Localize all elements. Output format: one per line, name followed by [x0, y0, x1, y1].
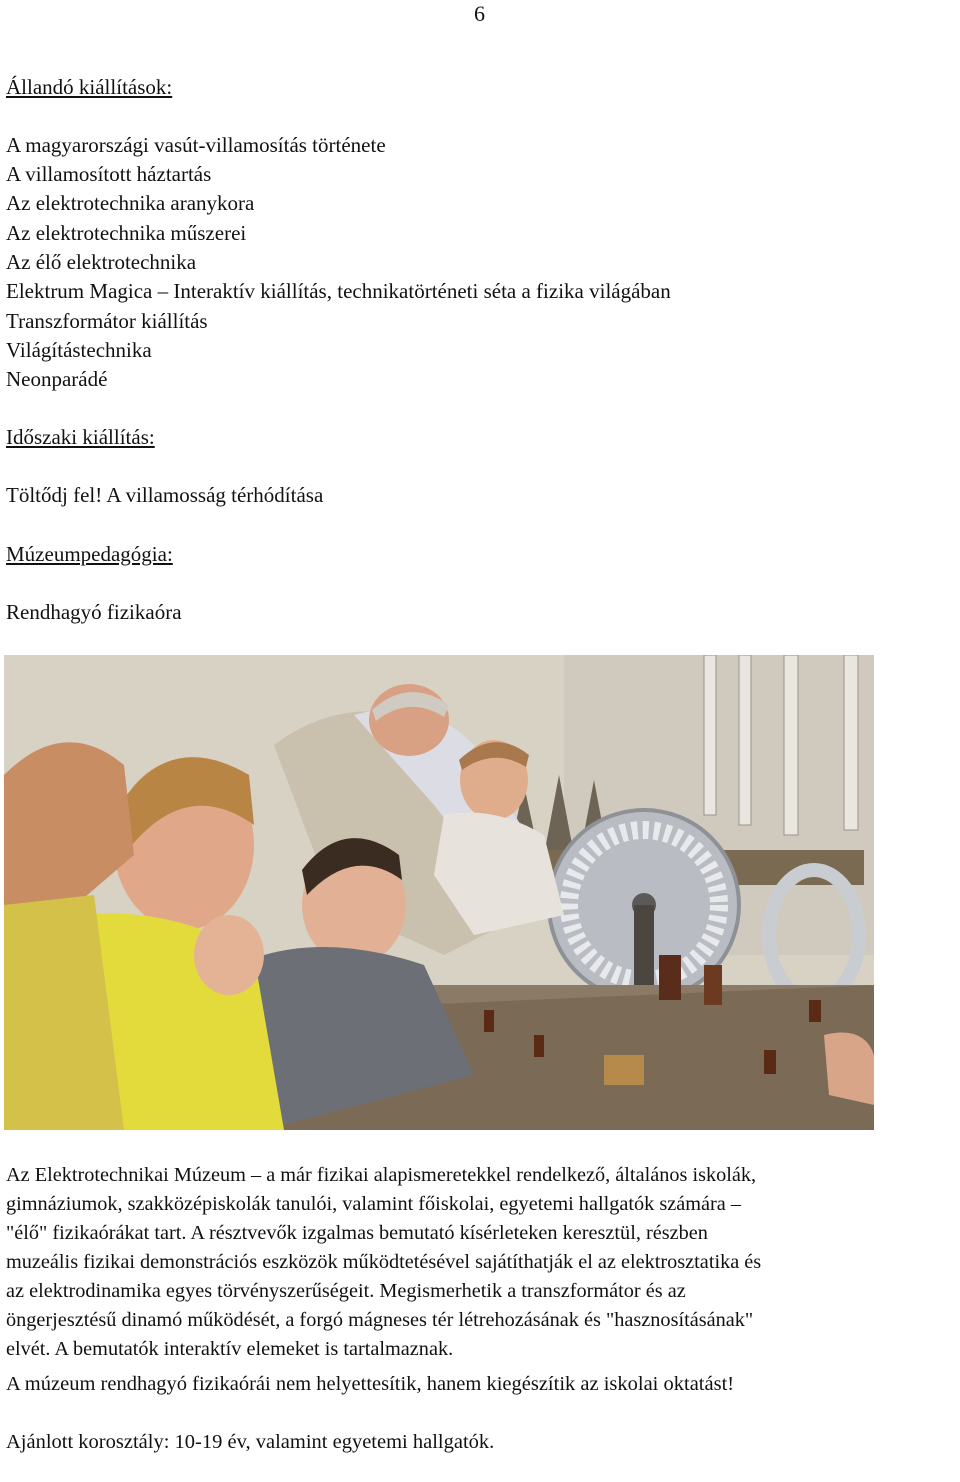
permanent-exhibitions-heading: Állandó kiállítások:: [6, 75, 173, 99]
description-line: "élő" fizikaórákat tart. A résztvevők izgalmas bemutató kísérleteken keresztül, részben: [6, 1222, 708, 1244]
museum-pedagogy-item: Rendhagyó fizikaóra: [6, 600, 182, 624]
classroom-photo: [4, 655, 874, 1130]
permanent-exhibition-item: A magyarországi vasút-villamosítás története: [6, 133, 386, 157]
description-line: gimnáziumok, szakközépiskolák tanulói, valamint főiskolai, egyetemi hallgatók számára –: [6, 1193, 741, 1215]
description-line: Az Elektrotechnikai Múzeum – a már fizikai alapismeretekkel rendelkező, általános iskolák,: [6, 1164, 757, 1186]
permanent-exhibition-item: Világítástechnika: [6, 338, 152, 362]
description-line: az elektrodinamika egyes törvényszerűségeit. Megismerhetik a transzformátor és az: [6, 1280, 686, 1302]
permanent-exhibition-item: Az elektrotechnika műszerei: [6, 221, 247, 245]
description-line: muzeális fizikai demonstrációs eszközök működtetésével sajátíthatják el az elektrosztatika és: [6, 1251, 762, 1273]
permanent-exhibition-item: Elektrum Magica – Interaktív kiállítás, technikatörténeti séta a fizika világában: [6, 279, 671, 303]
permanent-exhibition-item: Az élő elektrotechnika: [6, 250, 197, 274]
permanent-exhibition-item: Neonparádé: [6, 367, 108, 391]
supplement-note: A múzeum rendhagyó fizikaórái nem helyettesítik, hanem kiegészítik az iskolai oktatást!: [6, 1373, 735, 1395]
temporary-exhibition-heading: Időszaki kiállítás:: [6, 425, 155, 449]
museum-pedagogy-heading: Múzeumpedagógia:: [6, 542, 173, 566]
permanent-exhibition-item: Transzformátor kiállítás: [6, 309, 208, 333]
recommended-age: Ajánlott korosztály: 10-19 év, valamint egyetemi hallgatók.: [6, 1431, 495, 1453]
page-number: 6: [474, 1, 485, 26]
permanent-exhibition-item: A villamosított háztartás: [6, 162, 212, 186]
temporary-exhibition-item: Töltődj fel! A villamosság térhódítása: [6, 483, 324, 507]
description-paragraph: [6, 1161, 956, 1364]
description-line: elvét. A bemutatók interaktív elemeket is tartalmaznak.: [6, 1338, 454, 1360]
permanent-exhibition-item: Az elektrotechnika aranykora: [6, 191, 255, 215]
description-line: öngerjesztésű dinamó működését, a forgó mágneses tér létrehozásának és "hasznosításának": [6, 1309, 754, 1331]
